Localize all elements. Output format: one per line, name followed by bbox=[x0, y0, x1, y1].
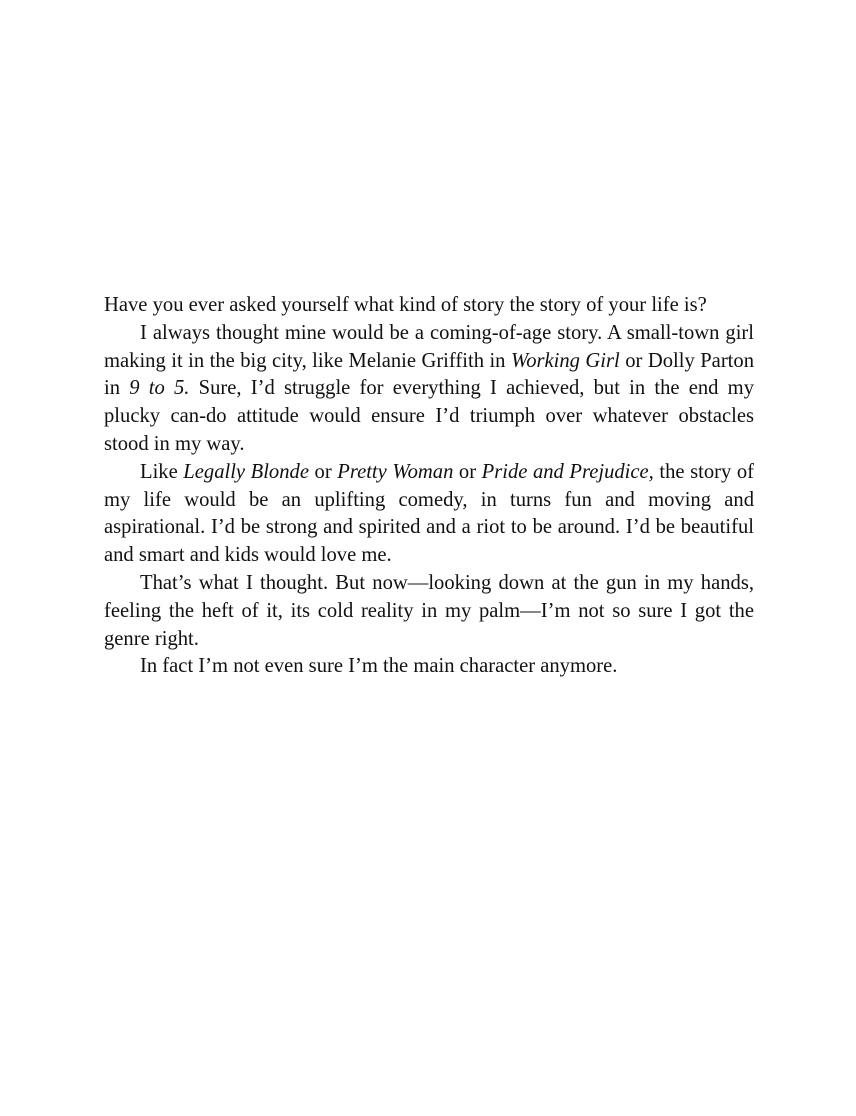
paragraph-3-text-b: or bbox=[308, 460, 338, 483]
film-title-legally-blonde: Legally Blonde bbox=[183, 460, 309, 483]
paragraph-3 bbox=[104, 459, 754, 570]
paragraph-3-text-d: the story of my life would be an uplifting comedy, in turns fun and moving and aspirational. I’d be strong and spirited and a riot to be around. I’d be beautiful and smart and kids would love me. bbox=[104, 460, 754, 567]
paragraph-2-text-b: or Dolly Parton in bbox=[104, 349, 754, 400]
film-title-working-girl: Working Girl bbox=[510, 349, 620, 372]
film-title-pretty-woman: Pretty Woman bbox=[337, 460, 454, 483]
book-page-body bbox=[104, 292, 754, 681]
paragraph-5-text: In fact I’m not even sure I’m the main character anymore. bbox=[140, 655, 618, 678]
paragraph-3-text-a: Like bbox=[140, 460, 184, 483]
paragraph-5 bbox=[104, 653, 754, 681]
film-title-9-to-5: 9 to 5. bbox=[129, 377, 190, 400]
paragraph-2 bbox=[104, 320, 754, 459]
paragraph-4 bbox=[104, 570, 754, 653]
paragraph-4-text: That’s what I thought. But now—looking down at the gun in my hands, feeling the heft of it, its cold reality in my palm—I’m not so sure I got the genre right. bbox=[104, 571, 754, 650]
film-title-pride-and-prejudice: Pride and Prejudice, bbox=[481, 460, 654, 483]
paragraph-1 bbox=[104, 292, 754, 320]
paragraph-1-text: Have you ever asked yourself what kind of story the story of your life is? bbox=[104, 294, 707, 316]
paragraph-2-text-c: Sure, I’d struggle for everything I achieved, but in the end my plucky can-do attitude would ensure I’d triumph over whatever obstacles stood in my way. bbox=[104, 377, 754, 455]
paragraph-2-text-a: I always thought mine would be a coming-of-age story. A small-town girl making it in the big city, like Melanie Griffith in bbox=[104, 321, 754, 372]
paragraph-3-text-c: or bbox=[453, 460, 482, 483]
